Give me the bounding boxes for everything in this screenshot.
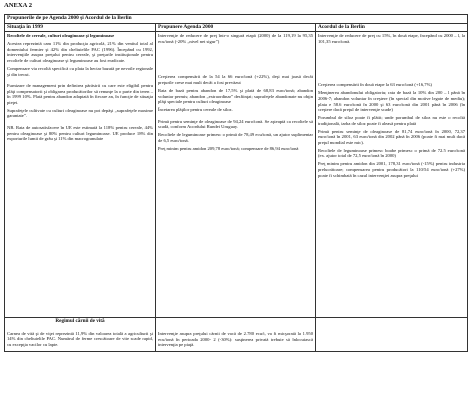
beef-agenda-cell [156,318,316,352]
paragraph: Acestea reprezintă cam 11% din producţia agricolă, 21% din venitul total al domeniului fermier şi 42% din cheltuielile PAC (1996). Începând cu 1992, intervenţiile asupra preţului pentru cereale, şi preţurile instituţionale pentru recoltele de culturi oleaginoase şi leguminoase au fost eradicate. [7,41,153,63]
paragraph: Suprafeţele cultivate cu culturi oleaginoase nu pot depăşi „suprafeţele maxime garantate”. [7,107,153,119]
cereals-situation-cell [5,32,156,318]
paragraph: NB. Rata de autosatisfacere în UE este estimată la 118% pentru cereale, 44% pentru oleaginoase şi 80% pentru culturi leguminoase. UE produce 18% din exporturile lumii de grâu şi 11% din macrogranulate [7,125,153,142]
paragraph: Furnizare de management prin definirea părăsirii cu care este eligibil pentru plăţi compensatorii şi obligarea producătorilor să renunţe la o parte din teren – în 1999 10%. Plată pentru abandon adaptată în fiecare an, în funcţie de situaţia pieţei. [7,83,153,105]
column-header-berlin-agreement: Acordul de la Berlin [316,23,468,32]
paragraph: Recoltele de leguminoase primesc boabe primesc o primă de 72.5 euro/tonă (ex. ajutor total de 72,5 euro/tonă în 2000) [318,147,466,159]
comparison-table [4,14,468,352]
table-title: Propunerile de pe Agenda 2000 şi Acordul de la Berlin [5,15,468,24]
paragraph: Creşterea compensării de la 54 la 66 euro/tonă (+22%), deşi mai joasă decât preţurile crese mai mult decât a fost prevăzut [158,74,313,85]
paragraph: Preţ minim pentru amidon 209,78 euro/tonă; compensare de 86,94 euro/tonă [158,145,299,151]
paragraph: Primă pentru seminţe de oleaginoase de 94,24 euro/tonă. Se aşteaptă ca recoltele să scadă, conform Acordului Rundei Uruguay. [158,118,313,130]
annex-label: ANEXA 2 [4,2,33,9]
cereals-section-heading: Recoltele de cereale, culturi oleaginoase şi leguminoase [7,33,115,39]
paragraph: Rata de bază pentru abandon de 17,5% şi plată de 68,83 euro/tonă; abandon voluntar permis; abandon „extraordinar” desfiinţat; suprafeţele abandonate nu obţin plăţi speciale pentru culturi oleaginoase [158,87,313,105]
beef-berlin-cell [316,318,468,352]
paragraph: Menţinerea abandonului obligatoriu; rata de bază la 10% din 200 – l până în 2006-7; abandon voluntar în creştere (în special din motive legate de mediu); plata e 58.6 euro/tonă în 2000 şi 63 euro/tonă din 2001 până în 2006 (în creştere dacă preţul de intervenţie scade) [318,90,466,113]
paragraph: Porumbul de siloz poate fi plătit; unde porumbul de siloz nu este o recoltă tradiţională, iarba de siloz poate fi aleasă pentru plată [318,115,466,126]
paragraph: Intervenţie asupra preţului cărnii de vacă de 2.780 ecu/t, va fi micşorată la 1.950 ecu/tonă în perioada 2000- 2 (-30%): susţinerea privată trebuie să înlocuiască intervenţia pe piaţă. [158,331,313,348]
paragraph: Primă pentru seminţe de oleaginoase de 81,74 euro/tonă în 2000, 72,37 euro/tonă în 2001, 63 euro/tonă din 2002 până în 2006 (poate fi mai mult dacă preţul mondial este mic). [318,128,466,145]
cereals-agenda-cell [156,32,316,318]
column-header-agenda-2000: Propunere Agenda 2000 [156,23,316,32]
beef-situation-cell [5,318,156,352]
paragraph: Recoltele de leguminoase primesc o primă de 78,49 ecu/tonă, un ajutor suplimentar de 6,5 euro/tonă. [158,132,313,143]
paragraph: Intervenţie de reducere de preţ cu 15%, în două etape, începând cu 2000 – l, la 101,35 euro/tonă. [318,33,466,44]
paragraph: Încetarea plăţilor pentru cereale de siloz. [158,107,233,113]
paragraph: Preţ minim pentru amidon din 2001, 178,31 euro/tonă (-15%) pentru industria prelucrătoare; compensarea pentru producători la 110/54 euro/tonă (+27%) poate fi schimbată în cazul intervenţiei asupra preţului [318,161,466,178]
column-header-situation-1999: Situaţia în 1999 [5,23,156,32]
cereals-berlin-cell [316,32,468,318]
paragraph: Carnea de vită şi de viţei reprezintă 11,9% din valoarea totală a agriculturii şi 14% din cheltuielile PAC. Numărul de ferme crescătoare de vite scade rapid, cu excepţia vacilor cu lapte. [7,330,153,347]
beef-section-heading: Regimul cărnii de vită [55,318,105,325]
paragraph: Creşterea compensării în două etape la 63 euro/tonă (+16,7%) [318,82,432,88]
paragraph: Compensare via recoltă specifică cu plata la hectar bazată pe nevoile regionale şi din trecut. [7,65,153,77]
paragraph: Intervenţie de reducere de preţ într-o singură etapă (2000) de la 119,19 la 95,35 ecu/tonă (-20% „nivel net sigur”) [158,33,313,44]
